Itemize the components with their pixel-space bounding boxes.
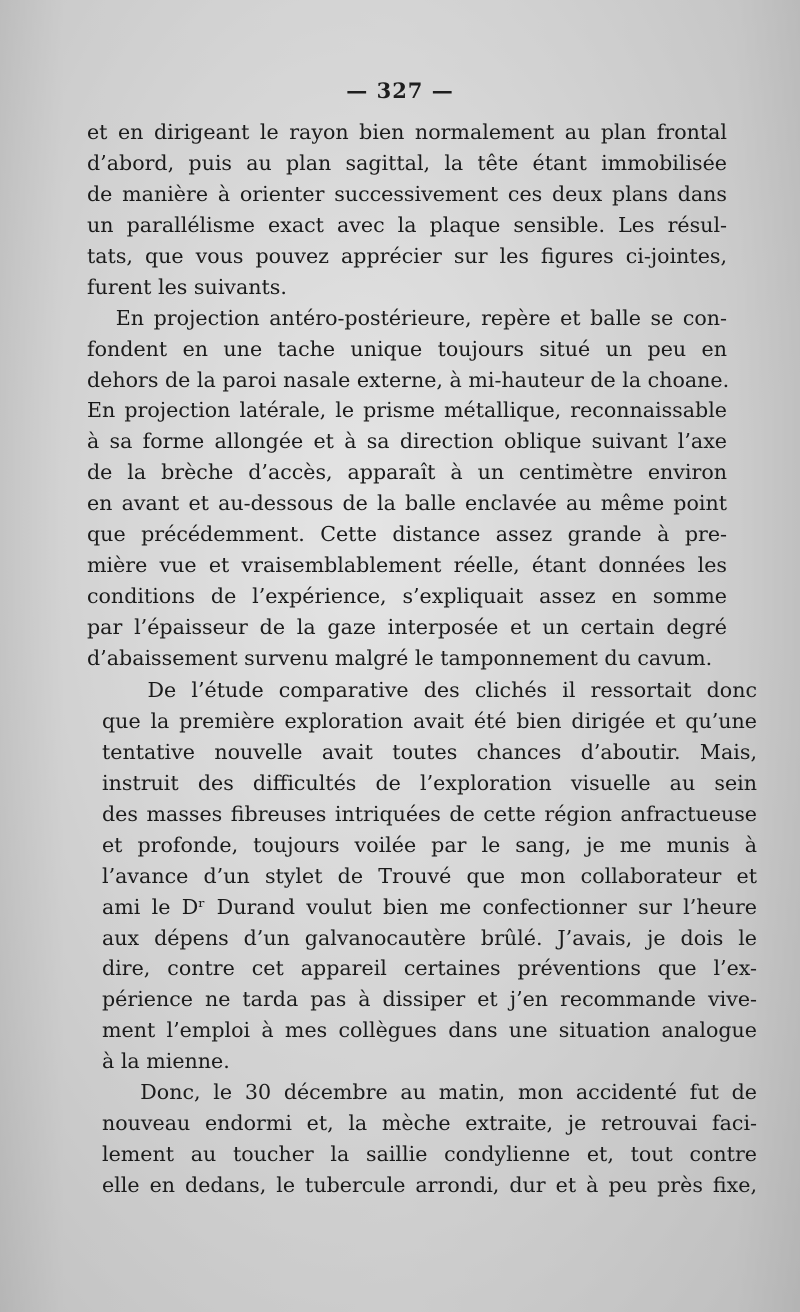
text-line: d’abaissement survenu malgré le tamponnement du cavum. xyxy=(87,645,713,670)
text-line: par l’épaisseur de la gaze interposée et un certain degré xyxy=(87,615,727,639)
text-line: de manière à orienter successivement ces deux plans dans xyxy=(87,181,727,206)
text-block-lower xyxy=(102,675,757,1201)
text-line: périence ne tarda pas à dissiper et j’en recommande vive- xyxy=(102,987,757,1012)
text-line: en avant et au-dessous de la balle enclavée au même point xyxy=(87,491,727,516)
text-line: aux dépens d’un galvanocautère brûlé. J’avais, je dois le xyxy=(102,925,757,950)
text-line: De l’étude comparative des clichés il ressortait donc xyxy=(102,678,757,702)
text-line: En projection antéro-postérieure, repère et balle se con- xyxy=(87,305,727,330)
text-line: lement au toucher la saillie condylienne et, tout contre xyxy=(102,1142,757,1167)
text-line: et en dirigeant le rayon bien normalement au plan frontal xyxy=(87,120,727,144)
text-line: fondent en une tache unique toujours situé un peu en xyxy=(87,336,727,361)
text-line: furent les suivants. xyxy=(87,274,287,299)
text-line: ami le Dʳ Durand voulut bien me confectionner sur l’heure xyxy=(102,894,757,919)
text-line: mière vue et vraisemblablement réelle, étant données les xyxy=(87,553,727,578)
text-line: conditions de l’expérience, s’expliquait assez en somme xyxy=(87,584,727,609)
text-line: un parallélisme exact avec la plaque sensible. Les résul- xyxy=(87,212,727,237)
text-line: Donc, le 30 décembre au matin, mon accidenté fut de xyxy=(102,1080,757,1105)
text-line: ment l’emploi à mes collègues dans une situation analogue xyxy=(102,1018,757,1043)
text-line: que la première exploration avait été bien dirigée et qu’une xyxy=(102,708,757,733)
text-line: tentative nouvelle avait toutes chances d’aboutir. Mais, xyxy=(102,739,757,764)
text-block-upper xyxy=(87,117,730,674)
text-line: des masses fibreuses intriquées de cette région anfractueuse xyxy=(102,801,757,826)
text-line: tats, que vous pouvez apprécier sur les figures ci-jointes, xyxy=(87,243,727,268)
text-line: En projection latérale, le prisme métallique, reconnaissable xyxy=(87,398,727,423)
text-line: à la mienne. xyxy=(102,1049,230,1074)
text-line: nouveau endormi et, la mèche extraite, je retrouvai faci- xyxy=(102,1111,757,1136)
text-line: que précédemment. Cette distance assez grande à pre- xyxy=(87,522,727,547)
text-line: dehors de la paroi nasale externe, à mi-hauteur de la choane. xyxy=(87,367,730,392)
text-line: d’abord, puis au plan sagittal, la tête étant immobilisée xyxy=(87,150,727,175)
text-line: elle en dedans, le tubercule arrondi, dur et à peu près fixe, xyxy=(102,1173,757,1197)
text-line: l’avance d’un stylet de Trouvé que mon collaborateur et xyxy=(102,863,757,888)
text-line: dire, contre cet appareil certaines préventions que l’ex- xyxy=(102,956,757,981)
page-number: — 327 — xyxy=(346,78,454,103)
text-line: et profonde, toujours voilée par le sang, je me munis à xyxy=(102,832,757,857)
text-line: de la brèche d’accès, apparaît à un centimètre environ xyxy=(87,460,727,485)
text-line: à sa forme allongée et à sa direction oblique suivant l’axe xyxy=(87,429,727,454)
text-line: instruit des difficultés de l’exploration visuelle au sein xyxy=(102,770,757,795)
